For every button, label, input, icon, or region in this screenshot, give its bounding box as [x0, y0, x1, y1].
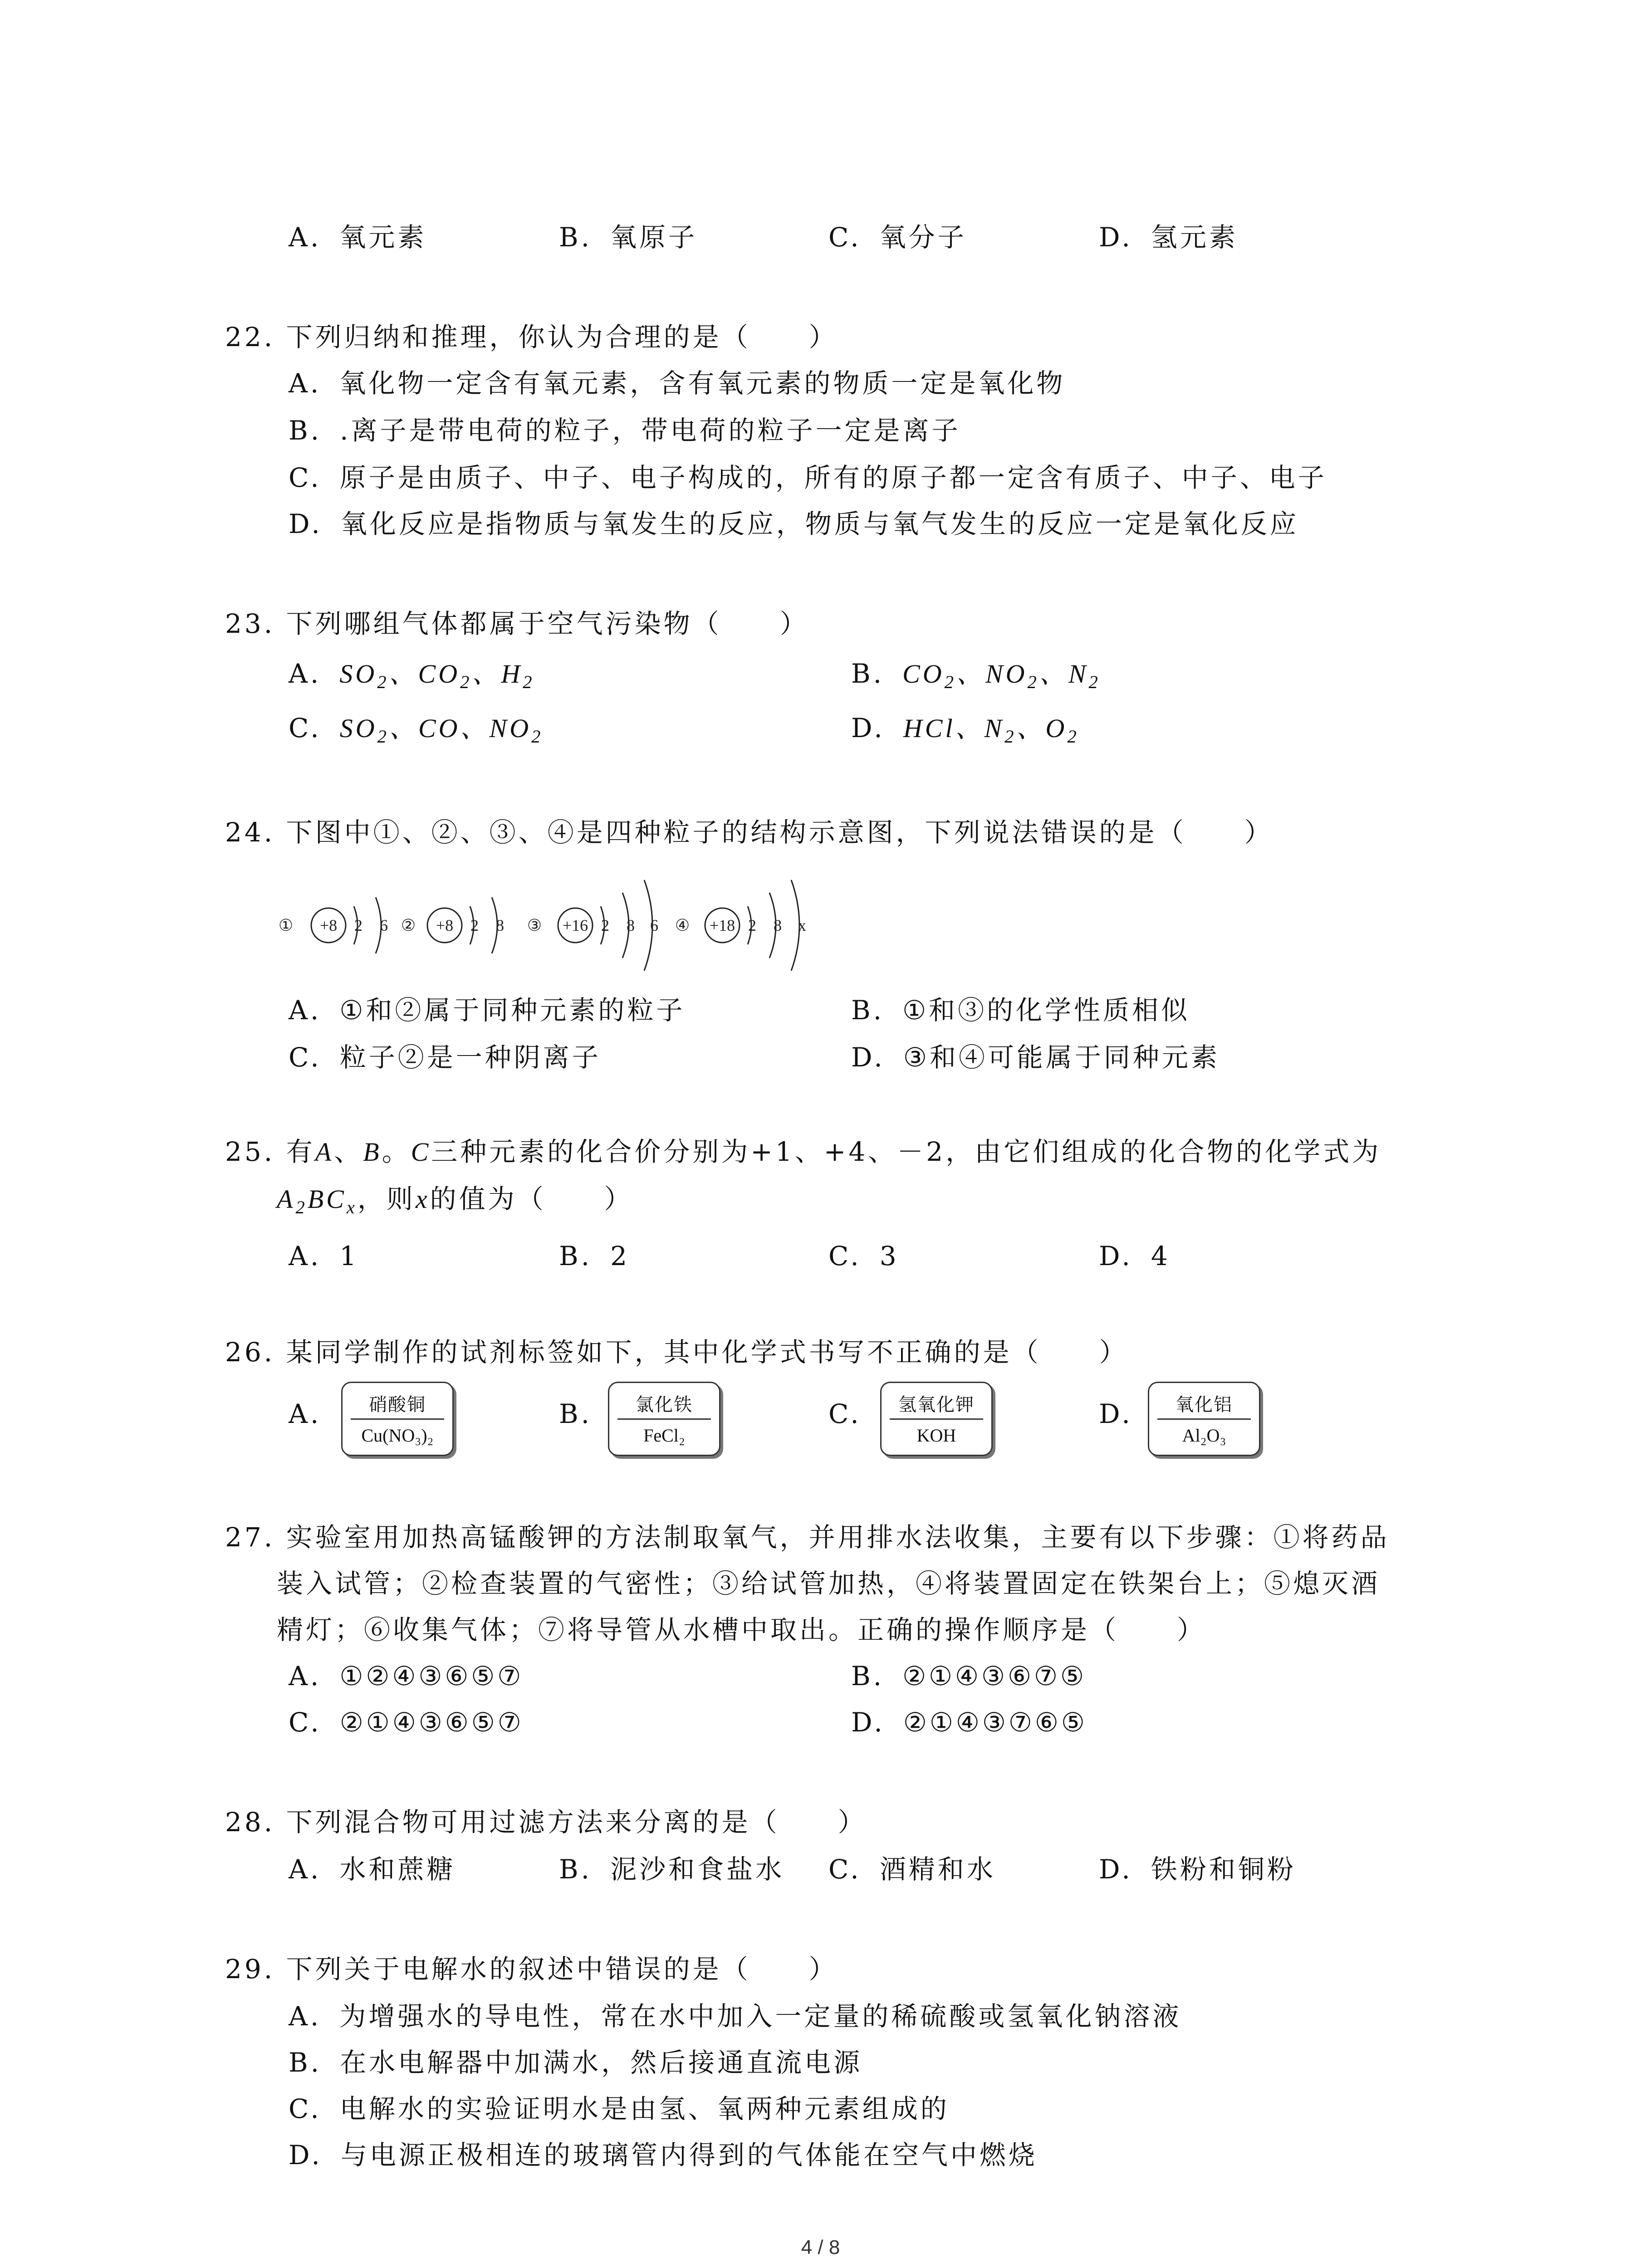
option-text: 2 [610, 1241, 630, 1271]
symbol-b: B [363, 1137, 382, 1167]
formula: $SO_2$、CO、$NO_2$ [339, 714, 544, 747]
option-text: 原子是由质子、中子、电子构成的，所有的原子都一定含有质子、中子、电子 [339, 462, 1327, 493]
nucleus-charge: +8 [436, 916, 454, 934]
option-label: D. [289, 2140, 323, 2170]
option-label: C. [289, 1042, 322, 1073]
option-label: B. [289, 2047, 322, 2078]
option-label: A. [289, 1661, 322, 1691]
option-text: 酒精和水 [879, 1854, 996, 1885]
stem-text: 有 [286, 1136, 315, 1167]
q24-option-b [851, 994, 1190, 1026]
particle-marker: ① [278, 916, 294, 934]
particle-marker: ③ [527, 916, 542, 934]
option-label: A. [289, 1241, 322, 1271]
option-label: D. [851, 713, 885, 743]
option-label: B. [851, 995, 885, 1026]
option-text: 氧化物一定含有氧元素，含有氧元素的物质一定是氧化物 [339, 368, 1066, 399]
q25-option-b [559, 1240, 630, 1272]
option-text: 水和蔗糖 [339, 1854, 456, 1885]
q25-stem-line2 [277, 1183, 633, 1223]
shell-electrons: 2 [601, 916, 609, 934]
option-text: 氧分子 [879, 222, 967, 253]
q24-option-a [289, 994, 685, 1026]
formula: $CO_2$、$NO_2$、$N_2$ [902, 659, 1101, 693]
option-text: ①和③的化学性质相似 [902, 995, 1190, 1026]
option-label: D. [1099, 222, 1133, 253]
q26-option-a-label: A. [289, 1398, 322, 1429]
shell-electrons: x [798, 916, 806, 934]
shell-electrons: 2 [354, 916, 362, 934]
option-text: ①和②属于同种元素的粒子 [339, 995, 686, 1026]
stem-text: ，则 [357, 1183, 416, 1214]
option-text: 为增强水的导电性，常在水中加入一定量的稀硫酸或氢氧化钠溶液 [339, 2001, 1182, 2032]
q25-option-a [289, 1240, 359, 1272]
q22-stem: 22. 下列归纳和推理，你认为合理的是（ ） [225, 322, 838, 352]
reagent-formula: Cu(NO₃)₂ [361, 1425, 434, 1446]
option-text: .离子是带电荷的粒子，带电荷的粒子一定是离子 [340, 415, 961, 446]
nucleus-charge: +18 [709, 916, 735, 934]
option-text: 3 [879, 1241, 899, 1271]
variable-x: x [415, 1184, 430, 1214]
q25-option-d [1099, 1240, 1171, 1272]
q23-option-a [289, 658, 535, 698]
shell-electrons: 8 [496, 916, 504, 934]
formula-part: BC [307, 1184, 347, 1214]
option-text: 电解水的实验证明水是由氢、氧两种元素组成的 [339, 2093, 950, 2124]
option-label: C. [289, 462, 322, 493]
formula: $SO_2$、$CO_2$、$H_2$ [339, 659, 535, 693]
option-label: B. [851, 1661, 885, 1691]
q23-option-b [851, 658, 1101, 698]
stem-text: 三种元素的化合价分别为+1、+4、－2，由它们组成的化合物的化学式为 [431, 1136, 1381, 1167]
nucleus-charge: +8 [319, 916, 338, 934]
separator: 。 [382, 1136, 411, 1167]
option-text: 与电源正极相连的玻璃管内得到的气体能在空气中燃烧 [340, 2140, 1038, 2170]
q23-option-c [289, 712, 543, 753]
q27-option-b [851, 1660, 1087, 1692]
separator: 、 [334, 1136, 363, 1167]
option-label: C. [289, 713, 322, 743]
q27-stem-line2: 装入试管；②检查装置的气密性；③给试管加热，④将装置固定在铁架台上；⑤熄灭酒 [277, 1568, 1381, 1599]
q29-option-b [289, 2047, 862, 2078]
shell-electrons: 8 [627, 916, 635, 934]
option-text: ②①④③⑥⑤⑦ [339, 1707, 524, 1738]
formula-subscript: x [346, 1197, 358, 1218]
option-label: C. [289, 1707, 322, 1738]
option-label: C. [828, 1241, 862, 1271]
page-number: 4 / 8 [801, 2236, 840, 2258]
option-label: A. [289, 658, 322, 689]
formula [277, 1184, 358, 1218]
q29-stem: 29. 下列关于电解水的叙述中错误的是（ ） [225, 1954, 838, 1984]
atomic-structure-diagram [272, 862, 844, 989]
option-label: D. [851, 1707, 885, 1738]
reagent-label-a [341, 1382, 454, 1456]
q27-stem-line3: 精灯；⑥收集气体；⑦将导管从水槽中取出。正确的操作顺序是（ ） [277, 1614, 1206, 1645]
q29-option-c [289, 2093, 950, 2125]
option-label: A. [289, 995, 322, 1026]
divider [890, 1418, 983, 1420]
option-label: D. [1099, 1241, 1133, 1271]
option-text: ②①④③⑦⑥⑤ [903, 1707, 1087, 1738]
q23-stem: 23. 下列哪组气体都属于空气污染物（ ） [225, 608, 809, 639]
option-text: 氧化反应是指物质与氧发生的反应，物质与氧气发生的反应一定是氧化反应 [340, 508, 1299, 539]
nucleus-charge: +16 [562, 916, 588, 934]
option-label: A. [289, 222, 322, 253]
option-label: B. [559, 1241, 593, 1271]
reagent-name: 氧化铝 [1176, 1394, 1233, 1415]
q27-option-d [851, 1706, 1087, 1738]
q26-option-c-label: C. [828, 1398, 862, 1429]
shell-electrons: 8 [774, 916, 782, 934]
reagent-formula: FeCl₂ [643, 1425, 685, 1446]
shell-electrons: 6 [380, 916, 388, 934]
symbol-c: C [411, 1137, 431, 1167]
q28-option-a [289, 1853, 456, 1885]
option-text: ①②④③⑥⑤⑦ [339, 1661, 524, 1691]
reagent-name: 硝酸铜 [369, 1394, 426, 1415]
question-number: 25. [225, 1136, 286, 1167]
q27-option-a [289, 1660, 524, 1692]
option-text: 在水电解器中加满水，然后接通直流电源 [340, 2047, 863, 2078]
q29-option-a [289, 2000, 1181, 2032]
reagent-label-b [608, 1382, 720, 1456]
reagent-label-d [1148, 1382, 1260, 1456]
q22-option-a [289, 367, 1065, 399]
q24-option-d [851, 1041, 1220, 1073]
reagent-formula: Al₂O₃ [1182, 1425, 1226, 1446]
q22-option-d [289, 508, 1299, 540]
particle-marker: ④ [675, 916, 690, 934]
q22-option-c [289, 462, 1327, 494]
particle-marker: ② [401, 916, 416, 934]
formula-part: A [277, 1184, 296, 1214]
option-text: 氧元素 [339, 222, 427, 253]
option-text: 铁粉和铜粉 [1151, 1854, 1296, 1885]
q26-stem: 26. 某同学制作的试剂标签如下，其中化学式书写不正确的是（ ） [225, 1337, 1128, 1368]
divider [617, 1418, 711, 1420]
option-label: A. [289, 368, 322, 399]
option-label: A. [289, 2001, 322, 2032]
option-text: 氧原子 [610, 222, 698, 253]
option-text: ③和④可能属于同种元素 [903, 1042, 1220, 1073]
q28-option-c [828, 1853, 996, 1885]
symbol-a: A [315, 1137, 334, 1167]
option-label: B. [851, 658, 885, 689]
option-text: 氢元素 [1151, 222, 1238, 253]
q29-option-d [289, 2139, 1038, 2171]
option-label: D. [1099, 1854, 1133, 1885]
option-label: D. [851, 1042, 885, 1073]
option-label: B. [289, 415, 322, 446]
divider [1157, 1418, 1251, 1420]
option-text: 4 [1151, 1241, 1171, 1271]
option-label: C. [828, 1854, 862, 1885]
q26-option-d-label: D. [1099, 1398, 1133, 1429]
divider [351, 1418, 444, 1420]
shell-electrons: 2 [748, 916, 756, 934]
shell-electrons: 2 [470, 916, 479, 934]
q28-option-b [559, 1853, 784, 1885]
q21-option-b [559, 221, 697, 253]
q26-option-b-label: B. [559, 1398, 593, 1429]
q22-option-b [289, 415, 961, 446]
formula-subscript: 2 [295, 1197, 308, 1218]
reagent-name: 氯化铁 [636, 1394, 693, 1415]
option-label: C. [289, 2093, 322, 2124]
option-label: D. [289, 508, 323, 539]
option-text: 1 [339, 1241, 359, 1271]
q21-option-d [1099, 221, 1238, 253]
option-label: B. [559, 1854, 593, 1885]
q25-stem-line1 [225, 1136, 1381, 1168]
q28-stem: 28. 下列混合物可用过滤方法来分离的是（ ） [225, 1807, 867, 1838]
q25-option-c [828, 1240, 899, 1272]
formula: HCl、$N_2$、$O_2$ [903, 714, 1079, 747]
option-label: B. [559, 222, 593, 253]
q21-option-c [828, 221, 967, 253]
reagent-name: 氢氧化钾 [898, 1394, 975, 1415]
shell-electrons: 6 [650, 916, 658, 934]
q23-option-d [851, 712, 1079, 753]
reagent-formula: KOH [916, 1425, 956, 1446]
stem-text: 的值为（ ） [430, 1183, 633, 1214]
q21-option-a [289, 221, 426, 253]
option-text: 粒子②是一种阴离子 [339, 1042, 601, 1073]
option-text: 泥沙和食盐水 [610, 1854, 785, 1885]
q27-stem-line1: 27. 实验室用加热高锰酸钾的方法制取氧气，并用排水法收集，主要有以下步骤：①将药品 [225, 1522, 1390, 1553]
option-text: ②①④③⑥⑦⑤ [902, 1661, 1087, 1691]
q27-option-c [289, 1706, 524, 1738]
q24-option-c [289, 1041, 601, 1073]
reagent-label-c [880, 1382, 993, 1456]
option-label: C. [828, 222, 862, 253]
option-label: A. [289, 1854, 322, 1885]
q28-option-d [1099, 1853, 1296, 1885]
q24-stem: 24. 下图中①、②、③、④是四种粒子的结构示意图，下列说法错误的是（ ） [225, 817, 1274, 848]
